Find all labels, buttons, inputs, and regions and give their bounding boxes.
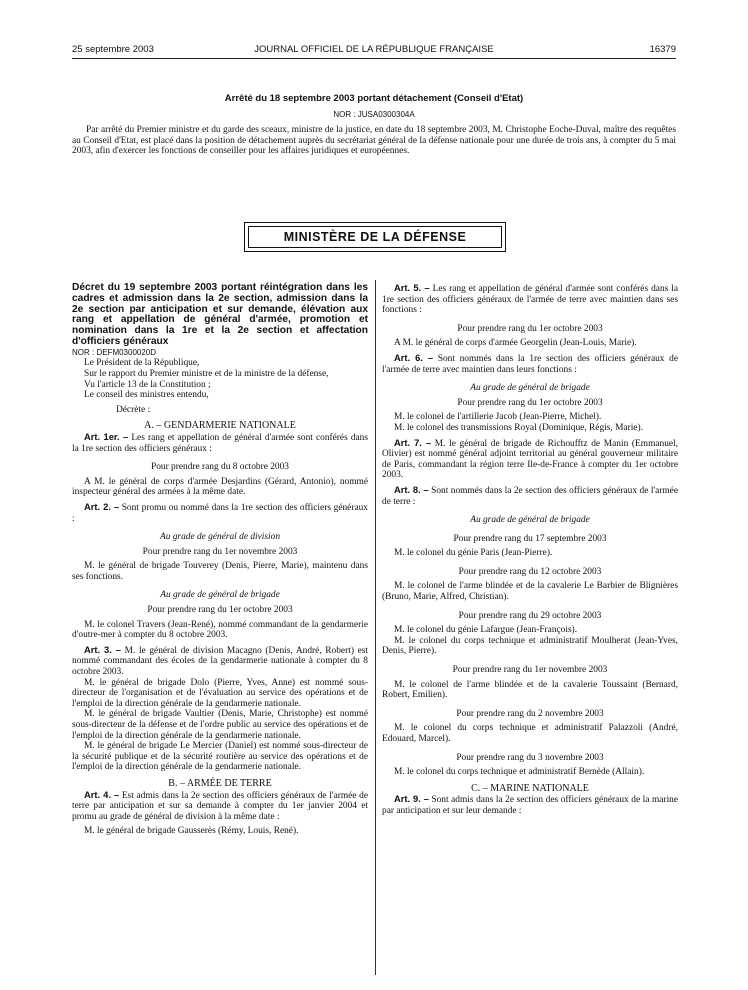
appointee: M. le colonel de l'arme blindée et de la cavalerie Le Barbier de Blignières (Bruno, Marie, Alfred, Christian). [382, 581, 678, 603]
article-5-text: Les rang et appellation de général d'armée sont conférés dans la 1re section des officiers généraux de l'armée de terre avec maintien dans ses fonctions : [382, 284, 679, 316]
appointee: M. le général de brigade Gausserès (Rémy, Louis, René). [84, 826, 299, 837]
decree-title: Décret du 19 septembre 2003 portant réintégration dans les cadres et admission dans la 2e section, admission dans la 2e section par anticipation et sur demande, élévation aux rang et appellation de général d'armée, promotion et nomination dans la 1re et la 2e section et affectation d'officiers généraux [72, 282, 368, 347]
article-3-paragraph: M. le général de brigade Dolo (Pierre, Yves, Anne) est nommé sous-directeur de l'organisation et de l'évaluation au service des opérations et de l'emploi de la direction générale de la gendarmerie nationale. [72, 677, 368, 709]
section-c-heading: C. – MARINE NATIONALE [471, 782, 589, 794]
article-1 [72, 432, 368, 454]
article-9 [382, 794, 678, 816]
header-rule [72, 58, 676, 59]
appointee: M. le colonel de l'artillerie Jacob (Jean-Pierre, Michel). [394, 412, 602, 423]
article-1-text: Les rang et appellation de général d'armée sont conférés dans la 1re section des officiers généraux : [72, 432, 369, 454]
left-column [72, 283, 368, 837]
column-divider [375, 280, 376, 975]
article-4 [72, 790, 368, 823]
header-page-number: 16379 [649, 44, 676, 55]
appointee: M. le colonel du génie Lafargue (Jean-François). [394, 625, 578, 636]
article-8 [382, 485, 678, 507]
article-2-text: Sont promu ou nommé dans la 1re section des officiers généraux : [72, 502, 368, 524]
article-9-label: Art. 9. – [394, 793, 429, 805]
rank-date: Pour prendre rang du 3 novembre 2003 [456, 752, 604, 763]
appointee: M. le colonel de l'arme blindée et de la cavalerie Toussaint (Bernard, Robert, Emilien). [382, 679, 678, 701]
rank-date: Pour prendre rang du 1er novembre 2003 [142, 546, 298, 557]
header-journal-title: JOURNAL OFFICIEL DE LA RÉPUBLIQUE FRANÇAISE [254, 44, 494, 55]
appointee: M. le colonel du corps technique et administratif Moulherat (Jean-Yves, Denis, Pierre). [382, 635, 678, 657]
rank-date: Pour prendre rang du 1er octobre 2003 [457, 323, 603, 334]
section-b-heading: B. – ARMÉE DE TERRE [168, 777, 272, 789]
article-7-label: Art. 7. – [394, 436, 432, 448]
article-3-label: Art. 3. – [84, 643, 121, 655]
appointee: M. le colonel du corps technique et administratif Bernède (Allain). [394, 767, 645, 778]
article-7-text: M. le général de brigade de Richoufftz de Manin (Emmanuel, Olivier) est nommé général adjoint territorial au général gouverneur militaire de Paris, commandant la région terre Ile-de-France à compter du 1er octobre 2003. [382, 438, 679, 481]
rank-date: Pour prendre rang du 12 octobre 2003 [458, 566, 602, 577]
grade-heading: Au grade de général de brigade [470, 515, 590, 526]
article-3-paragraph: M. le général de brigade Vaultier (Denis, Marie, Christophe) est nommé sous-directeur de la défense et de l'ordre public au service des opérations et de l'emploi de la direction générale de la gendarmerie nationale. [72, 709, 368, 741]
article-3 [72, 645, 368, 678]
arrete-title: Arrêté du 18 septembre 2003 portant détachement (Conseil d'Etat) [224, 93, 524, 104]
rank-date: Pour prendre rang du 1er octobre 2003 [457, 397, 603, 408]
article-5-label: Art. 5. – [394, 282, 430, 293]
appointee: M. le colonel du génie Paris (Jean-Pierre). [394, 548, 553, 559]
article-8-text: Sont nommés dans la 2e section des officiers généraux de l'armée de terre : [382, 485, 679, 507]
rank-date: Pour prendre rang du 2 novembre 2003 [456, 708, 604, 719]
article-4-text: Est admis dans la 2e section des officiers généraux de l'armée de terre par anticipation et sur sa demande à compter du 1er janvier 2004 et promu au grade de général de division à la même date : [72, 790, 369, 822]
appointee: M. le général de brigade Touverey (Denis, Pierre, Marie), maintenu dans ses fonctions. [72, 561, 368, 582]
article-8-label: Art. 8. – [394, 483, 429, 495]
appointee: A M. le général de corps d'armée Desjardins (Gérard, Antonio), nommé inspecteur général des armées à la même date. [72, 476, 368, 498]
arrete-body: Par arrêté du Premier ministre et du garde des sceaux, ministre de la justice, en date du 18 septembre 2003, M. Christophe Eoche-Duval, maître des requêtes au Conseil d'Etat, est placé dans la position de détachement auprès du secrétariat général de la défense nationale pour une durée de trois ans, à compter du 5 mai 2003, afin d'exercer les fonctions de conseiller pour les affaires juridiques et européennes. [72, 125, 676, 157]
article-6-label: Art. 6. – [394, 351, 434, 363]
decrete: Décrète : [116, 404, 151, 415]
article-3-paragraph: M. le général de brigade Le Mercier (Daniel) est nommé sous-directeur de la sécurité publique et de la sécurité routière au service des opérations et de l'emploi de la direction générale de la gendarmerie nationale. [72, 741, 368, 773]
article-5 [382, 283, 678, 316]
appointee: M. le colonel Travers (Jean-René), nommé commandant de la gendarmerie d'outre-mer à compter du 8 octobre 2003. [72, 619, 368, 641]
article-4-label: Art. 4. – [84, 788, 120, 800]
intro-line: Le Président de la République, [84, 358, 200, 369]
decree-nor: NOR : DEFM0300020D [72, 347, 157, 357]
section-a-heading: A. – GENDARMERIE NATIONALE [144, 420, 296, 432]
header-date: 25 septembre 2003 [72, 44, 154, 55]
right-column [382, 283, 678, 817]
ministry-heading: MINISTÈRE DE LA DÉFENSE [248, 226, 502, 248]
appointee: M. le colonel du corps technique et administratif Palazzoli (André, Edouard, Marcel). [382, 723, 678, 744]
arrete-nor: NOR : JUSA0300304A [333, 110, 415, 119]
article-1-label: Art. 1er. – [84, 430, 129, 442]
grade-heading: Au grade de général de division [159, 532, 281, 543]
article-6 [382, 353, 678, 375]
article-2 [72, 502, 368, 524]
intro-line: Vu l'article 13 de la Constitution ; [84, 379, 211, 390]
article-3-text: M. le général de division Macagno (Denis, André, Robert) est nommé commandant des écoles de la gendarmerie nationale à compter du 8 octobre 2003. [72, 645, 368, 678]
grade-heading: Au grade de général de brigade [470, 383, 590, 394]
appointee: A M. le général de corps d'armée Georgelin (Jean-Louis, Marie). [394, 338, 637, 349]
article-6-text: Sont nommés dans la 1re section des officiers généraux de l'armée de terre avec maintien dans leurs fonctions : [382, 353, 679, 375]
rank-date: Pour prendre rang du 8 octobre 2003 [151, 462, 289, 473]
grade-heading: Au grade de général de brigade [160, 590, 280, 601]
intro-line: Le conseil des ministres entendu, [84, 390, 209, 401]
rank-date: Pour prendre rang du 1er octobre 2003 [147, 605, 293, 616]
rank-date: Pour prendre rang du 1er novembre 2003 [452, 665, 608, 676]
appointee: M. le colonel des transmissions Royal (Dominique, Régis, Marie). [394, 422, 643, 433]
article-7 [382, 438, 678, 481]
article-9-text: Sont admis dans la 2e section des officiers généraux de la marine par anticipation et sur leur demande : [382, 795, 679, 816]
ministry-heading-box [244, 222, 506, 252]
rank-date: Pour prendre rang du 17 septembre 2003 [453, 533, 607, 544]
intro-line: Sur le rapport du Premier ministre et de la ministre de la défense, [84, 368, 329, 379]
article-2-label: Art. 2. – [84, 500, 120, 512]
rank-date: Pour prendre rang du 29 octobre 2003 [458, 610, 602, 621]
